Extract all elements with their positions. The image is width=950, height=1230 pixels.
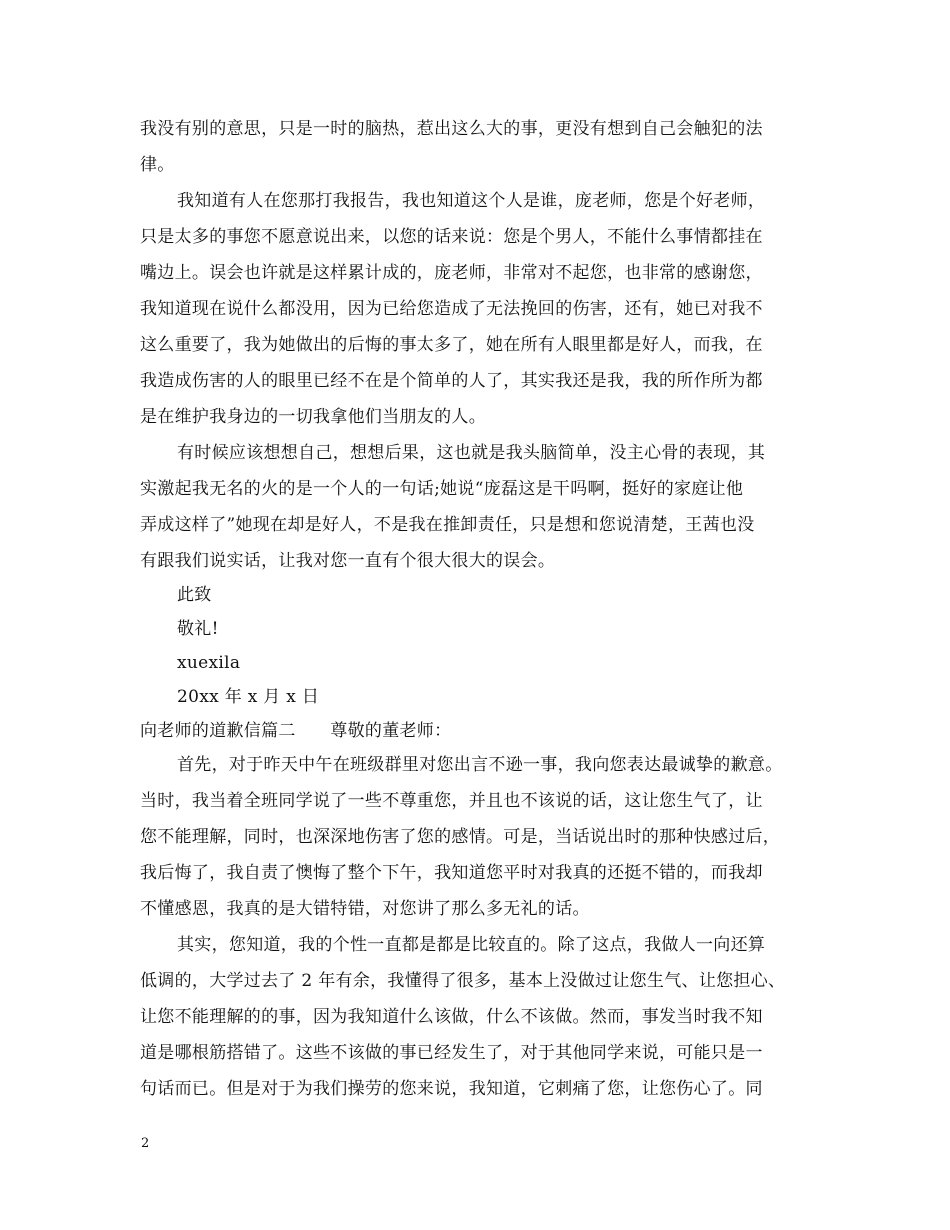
text-line: 有时候应该想想自己，想想后果，这也就是我头脑简单，没主心骨的表现，其 xyxy=(177,443,766,463)
text-line: 我造成伤害的人的眼里已经不在是个简单的人了，其实我还是我，我的所作所为都 xyxy=(140,371,763,391)
text-line: 是在维护我身边的一切我拿他们当朋友的人。 xyxy=(140,407,486,427)
text-line: 不懂感恩，我真的是大错特错，对您讲了那么多无礼的话。 xyxy=(140,899,590,919)
text-line: 嘴边上。误会也许就是这样累计成的，庞老师，非常对不起您，也非常的感谢您， xyxy=(140,263,763,283)
text-line: 这么重要了，我为她做出的后悔的事太多了，她在所有人眼里都是好人，而我，在 xyxy=(140,335,763,355)
signature: xuexila xyxy=(177,653,241,673)
text-line: 我后悔了，我自责了懊悔了整个下午，我知道您平时对我真的还挺不错的，而我却 xyxy=(140,863,763,883)
closing-regards: 敬礼! xyxy=(177,619,219,639)
text-line: 您不能理解，同时，也深深地伤害了您的感情。可是，当话说出时的那种快感过后， xyxy=(140,827,781,847)
text-line: 低调的，大学过去了 2 年有余，我懂得了很多，基本上没做过让您生气、让您担心、 xyxy=(140,971,786,991)
text-line: 当时，我当着全班同学说了一些不尊重您，并且也不该说的话，这让您生气了，让 xyxy=(140,791,763,811)
text-line: 我知道现在说什么都没用，因为已给您造成了无法挽回的伤害，还有，她已对我不 xyxy=(140,299,763,319)
section-heading: 向老师的道歉信篇二 尊敬的董老师： xyxy=(140,721,452,741)
text-line: 律。 xyxy=(140,155,175,175)
text-line: 实激起我无名的火的是一个人的一句话;她说“庞磊这是干吗啊，挺好的家庭让他 xyxy=(140,479,744,499)
text-line: 让您不能理解的的事，因为我知道什么该做，什么不该做。然而，事发当时我不知 xyxy=(140,1007,763,1027)
text-line: 只是太多的事您不愿意说出来，以您的话来说：您是个男人，不能什么事情都挂在 xyxy=(140,227,763,247)
text-line: 我没有别的意思，只是一时的脑热，惹出这么大的事，更没有想到自己会触犯的法 xyxy=(140,119,763,139)
text-line: 道是哪根筋搭错了。这些不该做的事已经发生了，对于其他同学来说，可能只是一 xyxy=(140,1043,763,1063)
text-line: 首先，对于昨天中午在班级群里对您出言不逊一事，我向您表达最诚挚的歉意。 xyxy=(177,755,783,775)
text-line: 我知道有人在您那打我报告，我也知道这个人是谁，庞老师，您是个好老师， xyxy=(177,191,766,211)
date-line: 20xx 年 x 月 x 日 xyxy=(177,687,320,707)
page-number: 2 xyxy=(141,1136,150,1151)
text-line: 有跟我们说实话，让我对您一直有个很大很大的误会。 xyxy=(140,551,556,571)
text-line: 句话而已。但是对于为我们操劳的您来说，我知道，它刺痛了您，让您伤心了。同 xyxy=(140,1079,763,1099)
closing-salutation: 此致 xyxy=(177,585,212,605)
text-line: 其实，您知道，我的个性一直都是都是比较直的。除了这点，我做人一向还算 xyxy=(177,935,766,955)
text-line: 弄成这样了”她现在却是好人，不是我在推卸责任，只是想和您说清楚，王茜也没 xyxy=(140,515,755,535)
